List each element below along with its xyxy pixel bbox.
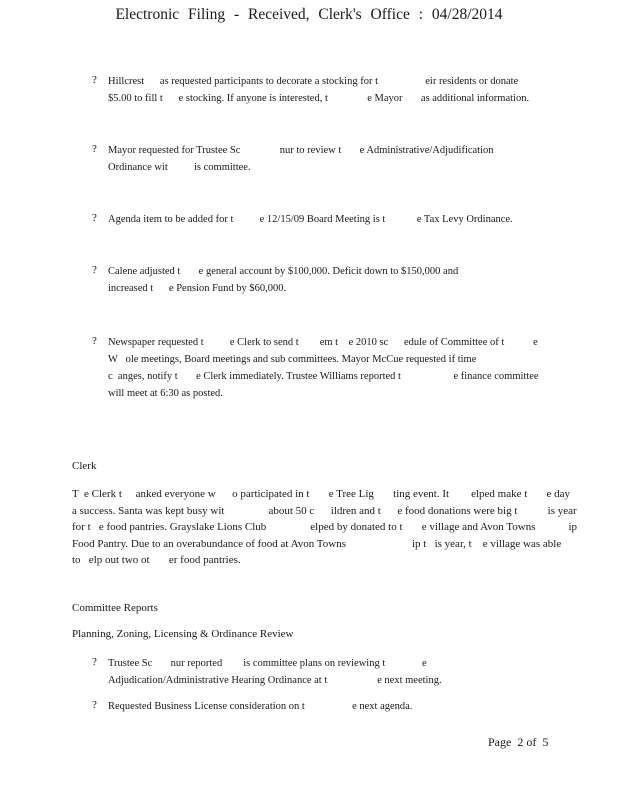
bullet-line: Calene adjusted t e general account by $100,000. Deficit down to $150,000 and	[108, 266, 459, 277]
bullet-marker: ?	[92, 74, 97, 86]
bullet-line: $5.00 to fill t e stocking. If anyone is interested, t e Mayor as additional information.	[108, 93, 530, 104]
paragraph-line: T e Clerk t anked everyone w o participated in t e Tree Lig ting event. It elped make t e day	[72, 488, 571, 500]
bullet-line: Agenda item to be added for t e 12/15/09 Board Meeting is t e Tax Levy Ordinance.	[108, 214, 513, 225]
clerk-heading: Clerk	[72, 460, 97, 472]
bullet-marker: ?	[92, 143, 97, 155]
planning-zoning-heading: Planning, Zoning, Licensing & Ordinance Review	[72, 628, 294, 640]
paragraph-line: to elp out two ot er food pantries.	[72, 554, 241, 566]
bullet-marker: ?	[92, 699, 97, 711]
bullet-marker: ?	[92, 264, 97, 276]
paragraph-line: Food Pantry. Due to an overabundance of food at Avon Towns ip t is year, t e village was able	[72, 537, 562, 550]
page-header: Electronic Filing - Received, Clerk's Office : 04/28/2014	[115, 6, 503, 23]
bullet-line: Mayor requested for Trustee Sc nur to review t e Administrative/Adjudification	[108, 145, 494, 156]
bullet-line: c anges, notify t e Clerk immediately. Trustee Williams reported t e finance committee	[108, 371, 539, 382]
committee-reports-heading: Committee Reports	[72, 602, 158, 614]
bullet-line: Newspaper requested t e Clerk to send t em t e 2010 sc edule of Committee of t e	[108, 337, 538, 348]
bullet-marker: ?	[92, 335, 97, 347]
paragraph-line: for t e food pantries. Grayslake Lions Club elped by donated to t e village and Avon Towns ip	[72, 521, 578, 533]
bullet-line: will meet at 6:30 as posted.	[108, 388, 223, 399]
bullet-line: Hillcrest as requested participants to decorate a stocking for t eir residents or donate	[108, 76, 519, 87]
bullet-line: increased t e Pension Fund by $60,000.	[108, 283, 287, 294]
bullet-marker: ?	[92, 656, 97, 668]
page-number: Page 2 of 5	[488, 735, 549, 749]
bullet-marker: ?	[92, 212, 97, 224]
bullet-line: W ole meetings, Board meetings and sub committees. Mayor McCue requested if time	[108, 354, 477, 365]
clerk-paragraph	[72, 486, 577, 569]
bullet-line: Trustee Sc nur reported is committee plans on reviewing t e	[108, 658, 427, 669]
bullet-line: Adjudication/Administrative Hearing Ordinance at t e next meeting.	[108, 675, 442, 686]
bullet-line: Requested Business License consideration on t e next agenda.	[108, 701, 413, 712]
paragraph-line: a success. Santa was kept busy wit about 50 c ildren and t e food donations were big t is year	[72, 504, 577, 517]
bullet-line: Ordinance wit is committee.	[108, 162, 251, 173]
